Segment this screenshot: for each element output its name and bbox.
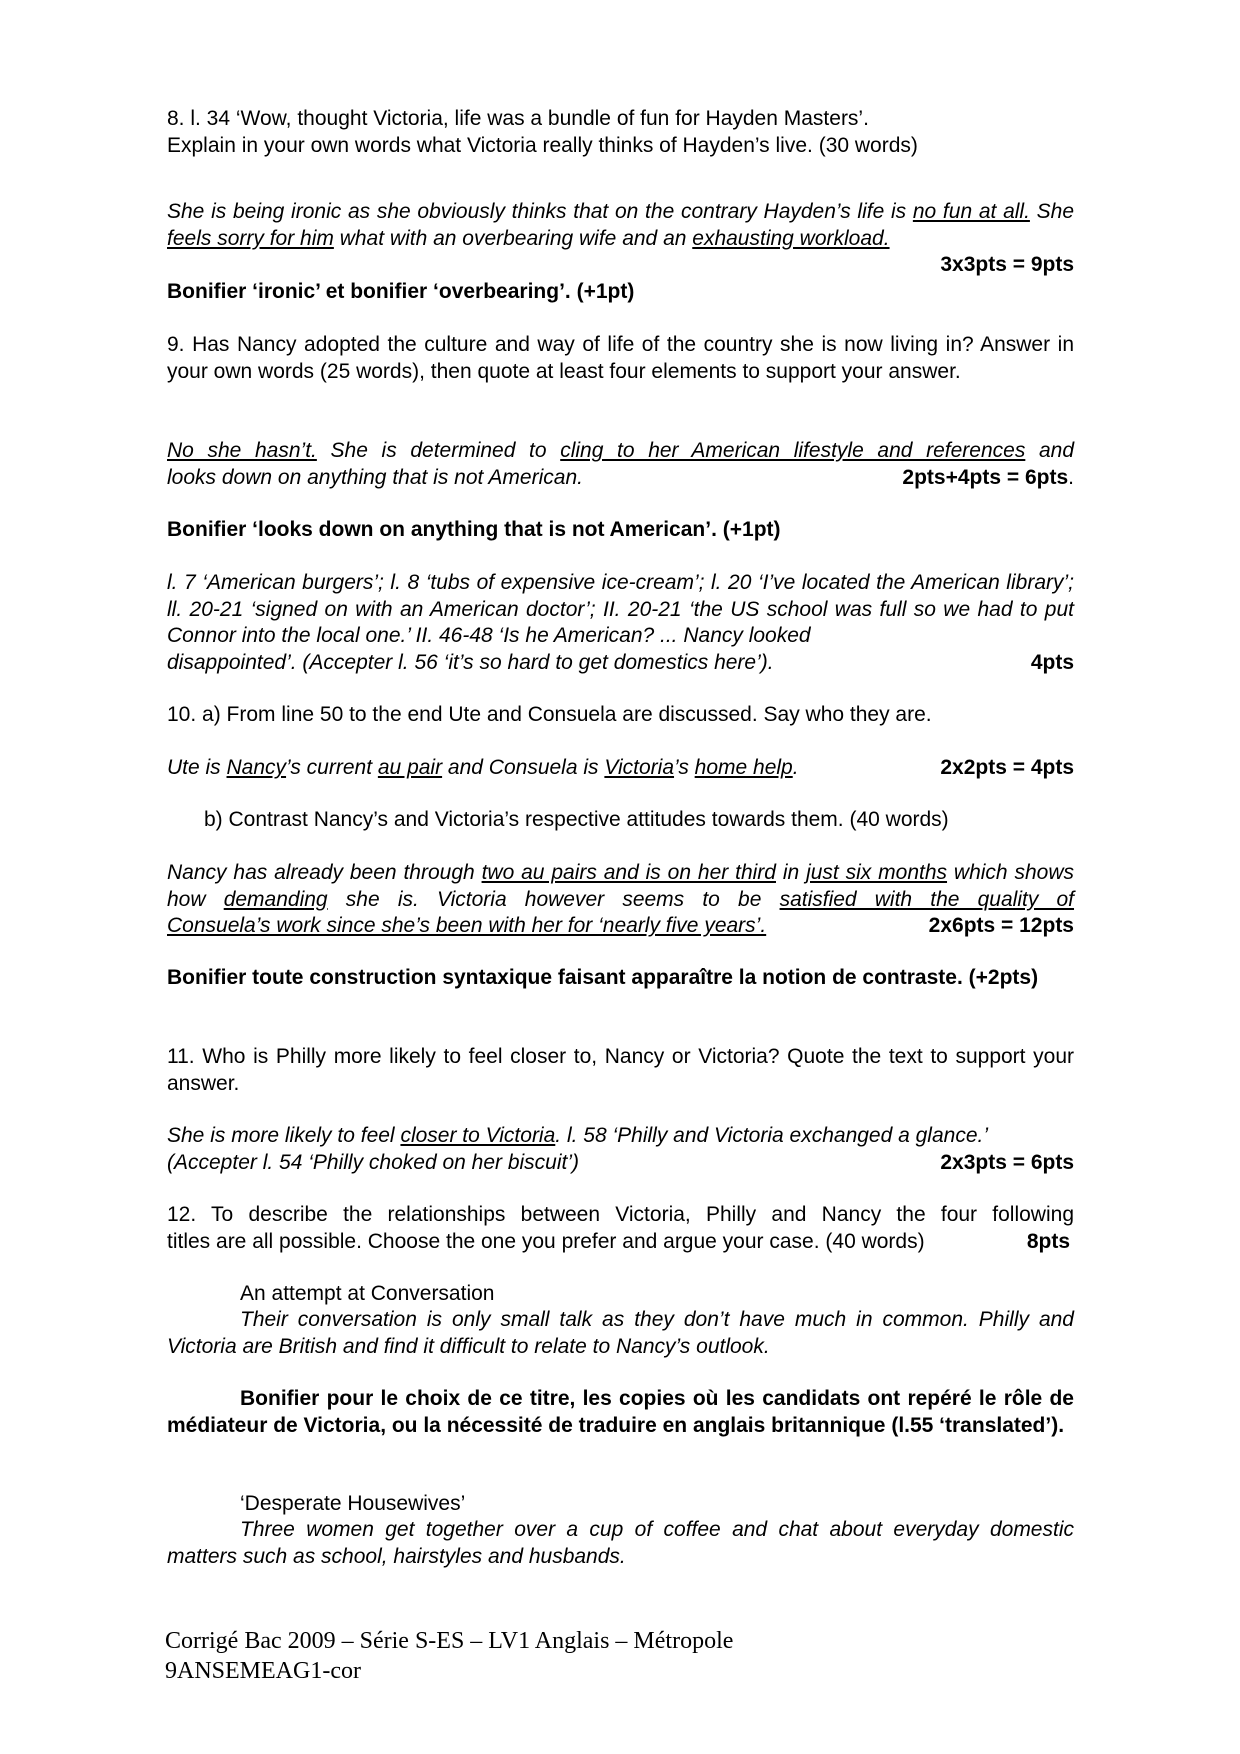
answer-12-option-1: Their conversation is only small talk as they don’t have much in common. Philly and Victoria are British and find it difficult to relate to Nancy’s outlook. — [167, 1308, 1074, 1358]
answer-10b-text: Nancy has already been through — [167, 861, 482, 884]
answer-11-underline: closer to Victoria — [400, 1124, 556, 1147]
footer-line1: Corrigé Bac 2009 – Série S-ES – LV1 Anglais – Métropole — [165, 1628, 734, 1654]
answer-12-option-2: Three women get together over a cup of coffee and chat about everyday domestic matters such as school, hairstyles and husbands. — [167, 1518, 1074, 1568]
bonus-12: Bonifier pour le choix de ce titre, les copies où les candidats ont repéré le rôle de médiateur de Victoria, ou la nécessité de traduire en anglais britannique (l.55 ‘translated’). — [167, 1387, 1074, 1437]
answer-10a-underline: au pair — [377, 756, 443, 779]
answer-10b-underline: just six months — [806, 861, 948, 884]
answer-8-text: what with an overbearing wife and an — [333, 226, 693, 250]
answer-9-underline: No she hasn’t. — [167, 439, 317, 462]
bonus-8: Bonifier ‘ironic’ et bonifier ‘overbearing’. (+1pt) — [167, 280, 635, 303]
answer-10a-text: Ute is — [167, 756, 227, 779]
answer-10a-text: ’s — [674, 756, 695, 779]
answer-10a-text: ’s current — [286, 756, 378, 779]
quotes-9-last: disappointed’. (Accepter l. 56 ‘it’s so hard to get domestics here’). — [167, 650, 774, 674]
answer-10b — [167, 860, 1074, 940]
answer-10b-text: which shows how — [167, 861, 1074, 911]
page-footer — [165, 1626, 733, 1686]
answer-10a-text: and Consuela is — [442, 756, 605, 779]
question-8 — [167, 106, 1074, 159]
question-11: 11. Who is Philly more likely to feel closer to, Nancy or Victoria? Quote the text to support your answer. — [167, 1045, 1074, 1095]
answer-8-underline: exhausting workload. — [692, 226, 890, 250]
answer-9-text: and — [1025, 439, 1075, 462]
answer-10a-text: . — [792, 756, 799, 779]
bonus-9: Bonifier ‘looks down on anything that is not American’. (+1pt) — [167, 518, 781, 541]
answer-11-text: (Accepter l. 54 ‘Philly choked on her biscuit’) — [167, 1150, 580, 1174]
answer-8-underline: feels sorry for him — [167, 226, 334, 250]
quotes-9-last-line — [167, 650, 1074, 677]
points-8: 3x3pts = 9pts — [940, 253, 1074, 276]
bonus-10: Bonifier toute construction syntaxique faisant apparaître la notion de contraste. (+2pts) — [167, 966, 1039, 989]
answer-10b-underline: Consuela’s work since she’s been with her for ‘nearly five years’. — [167, 914, 767, 937]
question-9: 9. Has Nancy adopted the culture and way of life of the country she is now living in? Answer in your own words (25 words), then quote at least four elements to support your answer. — [167, 333, 1074, 383]
points-12: 8pts — [1026, 1229, 1070, 1253]
answer-10b-text: in — [775, 861, 807, 884]
question-12-line2-row — [167, 1229, 1074, 1256]
answer-10b-underline: satisfied with the quality of — [779, 887, 1075, 911]
answer-9-underline: cling to her American lifestyle and references — [560, 439, 1026, 462]
answer-11 — [167, 1123, 1074, 1176]
answer-9 — [167, 438, 1074, 491]
answer-11-line2 — [167, 1150, 1074, 1177]
question-12-line1: 12. To describe the relationships between Victoria, Philly and Nancy the four following — [167, 1203, 1074, 1226]
answer-11-line1 — [167, 1123, 1074, 1150]
answer-8 — [167, 199, 1074, 252]
answer-10b-text: she is. Victoria however seems to be — [327, 887, 780, 911]
answer-9-text: She is determined to — [316, 439, 561, 462]
quotes-9-points: 4pts — [1030, 650, 1074, 674]
answer-10b-underline: demanding — [223, 887, 328, 911]
answer-10b-underline: two au pairs and is on her third — [481, 861, 776, 884]
question-12 — [167, 1202, 1074, 1255]
answer-10b-body — [167, 860, 1074, 913]
answer-10a — [167, 755, 1074, 782]
answer-10a-underline: Victoria — [604, 756, 675, 779]
answer-8-text: She is being ironic as she obviously thinks that on the contrary Hayden’s life is — [167, 200, 913, 223]
title-option-1: An attempt at Conversation — [240, 1282, 495, 1305]
quotes-9 — [167, 570, 1074, 676]
quotes-9-text: l. 7 ‘American burgers’; l. 8 ‘tubs of expensive ice-cream’; l. 20 ‘I’ve located the American library’; ll. 20-21 ‘signed on with an American doctor’; II. 20-21 ‘the US school was full so we had to put Connor into the local one.’ II. 46-48 ‘Is he American? ... Nancy looked — [167, 571, 1074, 647]
points-10a: 2x2pts = 4pts — [940, 756, 1074, 779]
question-10a: 10. a) From line 50 to the end Ute and Consuela are discussed. Say who they are. — [167, 703, 932, 726]
answer-10a-underline: home help — [694, 756, 793, 779]
question-8-text-line1: 8. l. 34 ‘Wow, thought Victoria, life was a bundle of fun for Hayden Masters’. — [167, 107, 869, 130]
answer-9-line1 — [167, 438, 1074, 465]
points-9-period: . — [1068, 465, 1074, 489]
points-11: 2x3pts = 6pts — [940, 1150, 1074, 1174]
answer-8-underline: no fun at all. — [912, 200, 1030, 223]
answer-8-text: She — [1029, 200, 1075, 223]
title-option-2: ‘Desperate Housewives’ — [240, 1492, 466, 1515]
question-10b: b) Contrast Nancy’s and Victoria’s respective attitudes towards them. (40 words) — [204, 808, 949, 831]
footer-line2: 9ANSEMEAG1-cor — [165, 1658, 361, 1684]
points-9: 2pts+4pts = 6pts — [902, 465, 1069, 489]
answer-10b-last-line — [167, 913, 1074, 940]
answer-9-text: looks down on anything that is not American. — [167, 465, 583, 489]
points-10b: 2x6pts = 12pts — [928, 914, 1074, 937]
question-12-line2: titles are all possible. Choose the one you prefer and argue your case. (40 words) — [167, 1229, 925, 1253]
answer-11-text: . l. 58 ‘Philly and Victoria exchanged a glance.’ — [555, 1124, 989, 1147]
question-8-text-line2: Explain in your own words what Victoria really thinks of Hayden’s live. (30 words) — [167, 133, 918, 157]
answer-10a-underline: Nancy — [226, 756, 287, 779]
answer-9-line2 — [167, 465, 1074, 492]
answer-11-text: She is more likely to feel — [167, 1124, 401, 1147]
